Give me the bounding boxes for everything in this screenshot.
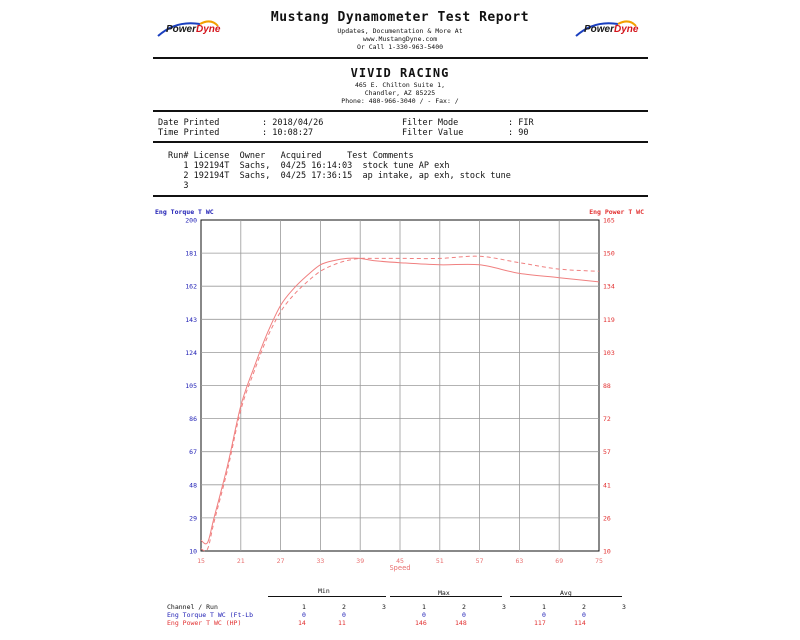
x-tick-label: 57 — [475, 557, 484, 565]
divider-3 — [153, 141, 648, 143]
stats-torque-min-1: 0 — [302, 611, 306, 619]
y-right-tick-label: 134 — [603, 282, 615, 291]
time-printed-value: : 10:08:27 — [262, 128, 314, 138]
filter-value-label: Filter Value — [402, 128, 464, 138]
x-tick-label: 33 — [316, 557, 325, 565]
x-tick-label: 45 — [396, 557, 404, 565]
y-right-tick-label: 57 — [603, 448, 611, 457]
time-printed-label: Time Printed — [158, 128, 220, 138]
logo-word-power: Power — [584, 24, 615, 35]
y-right-tick-label: 26 — [603, 514, 611, 523]
stats-torque-label: Eng Torque T WC (Ft-Lb — [167, 611, 254, 619]
y-left-tick-label: 29 — [189, 514, 197, 523]
stats-power-avg-1: 117 — [534, 619, 546, 627]
chart-grid — [201, 220, 599, 551]
stats-min-run-1: 1 — [302, 603, 306, 611]
report-title: Mustang Dynamometer Test Report — [270, 10, 530, 25]
stats-power-max-1: 146 — [415, 619, 427, 627]
stats-power-min-2: 11 — [338, 619, 346, 627]
filter-value-value: : 90 — [508, 128, 529, 138]
stats-max-run-3: 3 — [502, 603, 506, 611]
x-tick-label: 63 — [515, 557, 524, 565]
stats-max-run-2: 2 — [462, 603, 466, 611]
filter-mode-label: Filter Mode — [402, 118, 459, 128]
y-right-tick-label: 88 — [603, 382, 611, 390]
logo-word-dyne: Dyne — [196, 24, 221, 35]
y-left-tick-label: 86 — [189, 415, 197, 424]
y-left-tick-label: 67 — [189, 448, 197, 457]
stats-min-header: Min — [318, 587, 330, 595]
stats-max-header: Max — [438, 589, 450, 597]
header-line-3: Or Call 1-330-963-5400 — [356, 43, 444, 51]
stats-power-max-2: 148 — [455, 619, 467, 627]
logo-word-power: Power — [166, 24, 197, 35]
filter-mode-value: : FIR — [508, 118, 534, 128]
stats-channel-label: Channel / Run — [167, 603, 218, 611]
run-row-1: 1 192194T Sachs, 04/25 16:14:03 stock tune AP exh — [168, 161, 450, 171]
stats-avg-run-1: 1 — [542, 603, 546, 611]
divider-4 — [153, 195, 648, 197]
x-tick-label: 69 — [555, 557, 564, 565]
dyno-chart — [0, 210, 800, 590]
x-tick-label: 21 — [236, 557, 245, 565]
x-axis-title: Speed — [389, 564, 411, 572]
stats-avg-run-2: 2 — [582, 603, 586, 611]
y-left-tick-label: 200 — [185, 216, 197, 225]
x-tick-label: 51 — [435, 557, 444, 565]
stats-power-min-1: 14 — [298, 619, 306, 627]
x-tick-label: 39 — [356, 557, 365, 565]
shop-phone: Phone: 480-966-3040 / - Fax: / — [341, 97, 459, 105]
x-tick-label: 15 — [197, 557, 205, 565]
y-left-tick-label: 181 — [185, 249, 197, 258]
divider-1 — [153, 57, 648, 59]
runs-header: Run# License Owner Acquired Test Comments — [168, 151, 414, 161]
date-printed-value: : 2018/04/26 — [262, 118, 324, 128]
stats-power-avg-2: 114 — [574, 619, 586, 627]
shop-name: VIVID RACING — [350, 66, 450, 80]
stats-min-run-2: 2 — [342, 603, 346, 611]
stats-torque-avg-1: 0 — [542, 611, 546, 619]
stats-avg-run-3: 3 — [622, 603, 626, 611]
logo-word-dyne: Dyne — [614, 24, 639, 35]
stats-torque-max-1: 0 — [422, 611, 426, 619]
left-axis-title: Eng Torque T WC — [155, 208, 214, 216]
y-left-tick-label: 48 — [189, 481, 197, 490]
date-printed-label: Date Printed — [158, 118, 220, 128]
y-left-tick-label: 10 — [189, 547, 197, 556]
y-left-tick-label: 105 — [185, 382, 197, 390]
stats-torque-min-2: 0 — [342, 611, 346, 619]
stats-min-run-3: 3 — [382, 603, 386, 611]
stats-min-rule — [268, 596, 386, 597]
y-right-tick-label: 150 — [603, 249, 615, 258]
shop-address-2: Chandler, AZ 85225 — [364, 89, 436, 97]
stats-torque-avg-2: 0 — [582, 611, 586, 619]
stats-avg-header: Avg — [560, 589, 572, 597]
y-left-tick-label: 143 — [185, 315, 197, 324]
right-axis-title: Eng Power T WC — [589, 208, 644, 216]
shop-address-1: 465 E. Chilton Suite 1, — [354, 81, 445, 89]
y-left-tick-label: 124 — [185, 348, 197, 357]
y-right-tick-label: 103 — [603, 348, 615, 357]
stats-power-label: Eng Power T WC (HP) — [167, 619, 242, 627]
stats-torque-max-2: 0 — [462, 611, 466, 619]
x-tick-label: 75 — [595, 557, 603, 565]
y-right-tick-label: 119 — [603, 315, 615, 324]
run-row-3: 3 — [168, 181, 189, 191]
y-left-tick-label: 162 — [185, 282, 197, 291]
header-line-1: Updates, Documentation & More At — [337, 27, 463, 35]
stats-max-run-1: 1 — [422, 603, 426, 611]
y-right-tick-label: 41 — [603, 481, 611, 490]
y-right-tick-label: 165 — [603, 216, 615, 225]
y-right-tick-label: 10 — [603, 547, 611, 556]
x-tick-label: 27 — [276, 557, 285, 565]
header-line-2: www.MustangDyne.com — [362, 35, 438, 43]
run-row-2: 2 192194T Sachs, 04/25 17:36:15 ap intake, ap exh, stock tune — [168, 171, 511, 181]
y-right-tick-label: 72 — [603, 415, 611, 424]
divider-2 — [153, 110, 648, 112]
